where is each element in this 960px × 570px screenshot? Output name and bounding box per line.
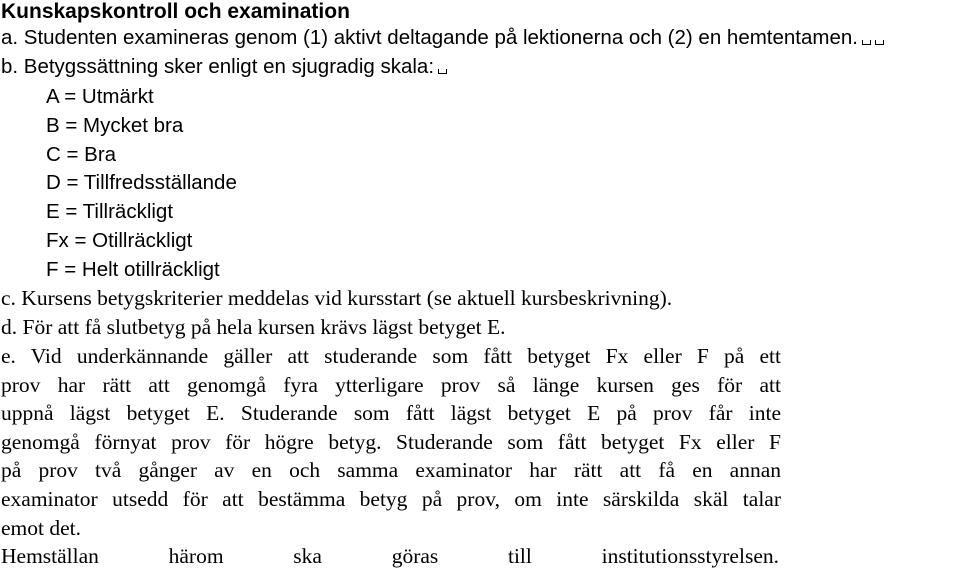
item-e-line: prov har rätt att genomgå fyra ytterligare prov så länge kursen ges för att <box>1 373 781 397</box>
item-e-line: e. Vid underkännande gäller att studerande som fått betyget Fx eller F på ett <box>1 344 781 368</box>
grade-c: C = Bra <box>46 143 117 166</box>
item-c: c. Kursens betygskriterier meddelas vid kursstart (se aktuell kursbeskrivning). <box>1 286 673 310</box>
item-b-text: b. Betygssättning sker enligt en sjugradig skala: <box>1 55 435 78</box>
item-e-line: på prov två gånger av en och samma examinator har rätt att få en annan <box>1 458 781 482</box>
final-word: Hemställan <box>1 544 99 568</box>
item-e-line: genomgå förnyat prov för högre betyg. Studerande som fått betyget Fx eller F <box>1 430 781 454</box>
item-e-line: examinator utsedd för att bestämma betyg på prov, om inte särskilda skäl talar <box>1 487 781 511</box>
grade-fx: Fx = Otillräckligt <box>46 229 193 252</box>
item-b <box>1 54 447 80</box>
section-heading: Kunskapskontroll och examination <box>1 0 350 23</box>
final-word: göras <box>391 544 439 568</box>
grade-e: E = Tillräckligt <box>46 200 174 223</box>
space-marker-glyph <box>875 40 884 45</box>
grade-d: D = Tillfredsställande <box>46 171 237 194</box>
grade-b: B = Mycket bra <box>46 114 184 137</box>
final-word: härom <box>168 544 224 568</box>
item-a-text: a. Studenten examineras genom (1) aktivt deltagande på lektionerna och (2) en hemtentamen. <box>1 26 858 49</box>
final-sentence <box>1 543 779 569</box>
grade-a: A = Utmärkt <box>46 85 154 108</box>
space-marker-glyph <box>438 69 447 74</box>
item-e-line: emot det. <box>1 516 82 540</box>
grade-f: F = Helt otillräckligt <box>46 258 220 281</box>
item-d: d. För att få slutbetyg på hela kursen krävs lägst betyget E. <box>1 315 506 339</box>
space-marker-glyph <box>862 40 871 45</box>
final-word: ska <box>293 544 322 568</box>
final-word: institutionsstyrelsen. <box>601 544 779 568</box>
final-word: till <box>507 544 532 568</box>
item-a <box>1 25 884 51</box>
item-e-line: uppnå lägst betyget E. Studerande som fått lägst betyget E på prov får inte <box>1 401 781 425</box>
